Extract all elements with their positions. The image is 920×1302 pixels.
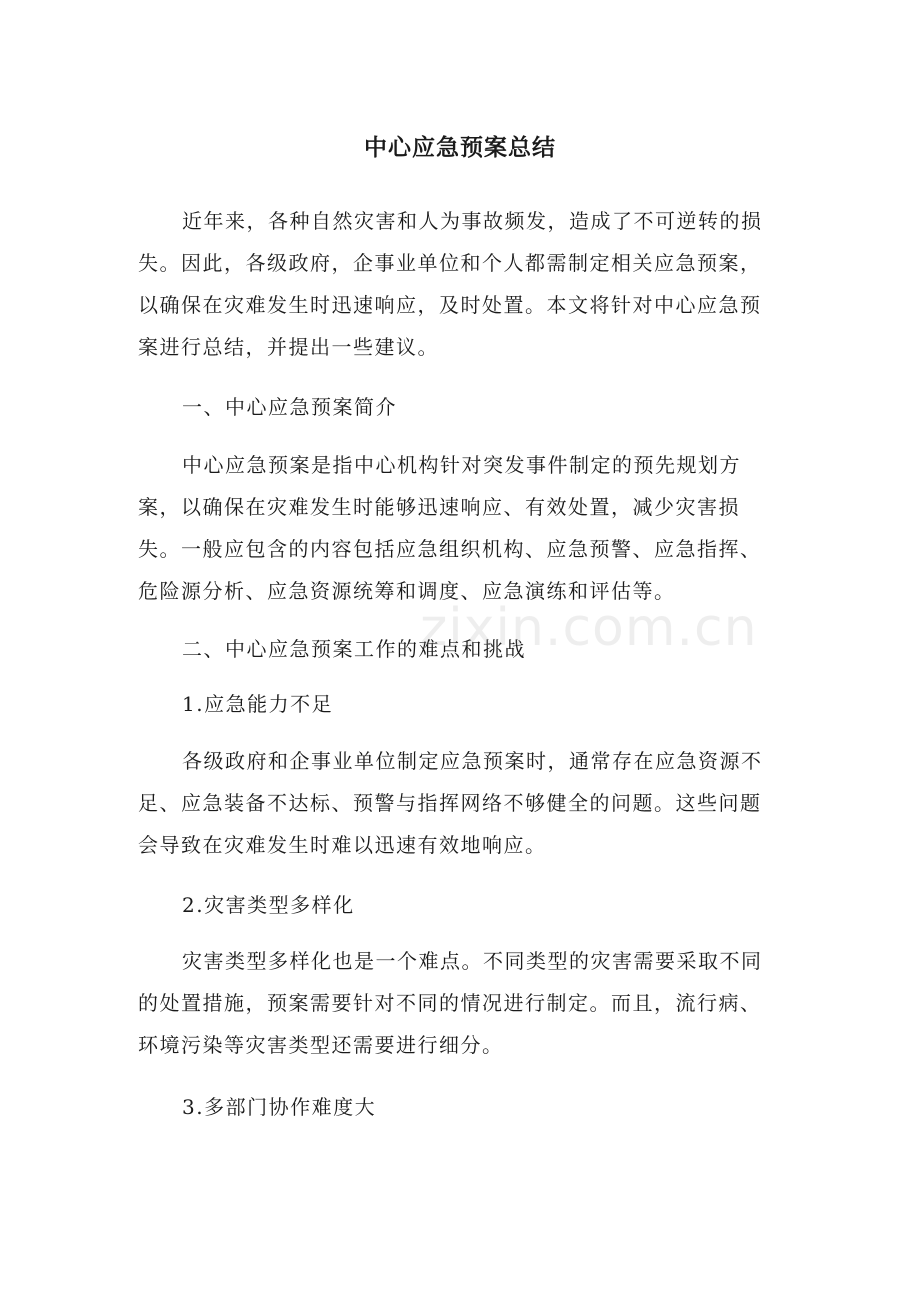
section-1-heading: 一、中心应急预案简介 [182, 395, 397, 419]
item-3-heading: 3.多部门协作难度大 [182, 1095, 377, 1119]
item-2-paragraph: 灾害类型多样化也是一个难点。不同类型的灾害需要采取不同的处置措施，预案需要针对不同的情况进行制定。而且，流行病、环境污染等灾害类型还需要进行细分。 [138, 949, 763, 1057]
page-title: 中心应急预案总结 [364, 135, 556, 161]
watermark: zixin.com.cn [420, 598, 758, 658]
item-2-heading: 2.灾害类型多样化 [182, 893, 355, 917]
section-2-heading: 二、中心应急预案工作的难点和挑战 [182, 637, 526, 661]
section-1-paragraph: 中心应急预案是指中心机构针对突发事件制定的预先规划方案，以确保在灾难发生时能够迅速响应、有效处置，减少灾害损失。一般应包含的内容包括应急组织机构、应急预警、应急指挥、危险源分析、应急资源统筹和调度、应急演练和评估等。 [138, 453, 762, 603]
item-1-heading: 1.应急能力不足 [182, 692, 334, 716]
item-1-paragraph: 各级政府和企事业单位制定应急预案时，通常存在应急资源不足、应急装备不达标、预警与指挥网络不够健全的问题。这些问题会导致在灾难发生时难以迅速有效地响应。 [138, 749, 763, 857]
intro-paragraph: 近年来，各种自然灾害和人为事故频发，造成了不可逆转的损失。因此，各级政府，企事业单位和个人都需制定相关应急预案，以确保在灾难发生时迅速响应，及时处置。本文将针对中心应急预案进行总结，并提出一些建议。 [138, 209, 763, 359]
